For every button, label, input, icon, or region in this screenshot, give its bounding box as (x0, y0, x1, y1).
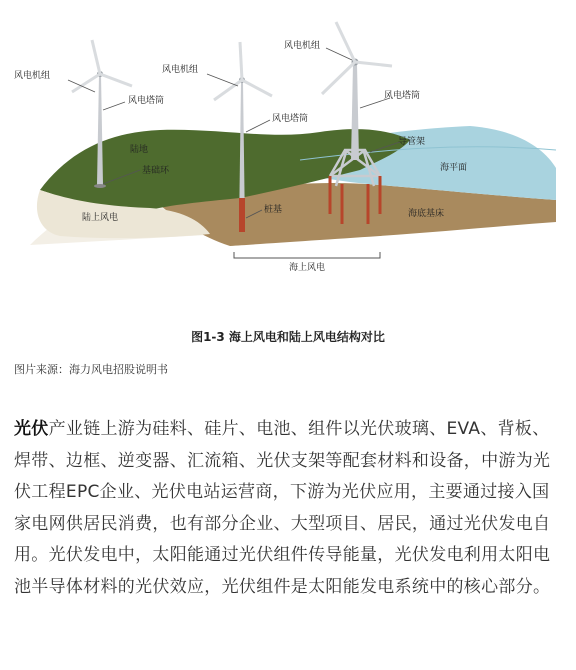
label-seabed: 海底基床 (408, 209, 445, 219)
label-turbine-2: 风电机组 (162, 65, 199, 75)
label-sea-level: 海平面 (440, 163, 468, 173)
label-turbine-3: 风电机组 (284, 41, 321, 51)
figure-caption: 图1-3 海上风电和陆上风电结构对比 (191, 330, 385, 344)
label-turbine-1: 风电机组 (14, 71, 51, 81)
label-tower-2: 风电塔筒 (272, 114, 309, 124)
label-offshore-wind: 海上风电 (289, 263, 326, 273)
label-land: 陆地 (130, 145, 149, 155)
label-foundation-ring: 基础环 (142, 166, 170, 176)
label-tower-1: 风电塔筒 (128, 96, 165, 106)
offshore-bracket (234, 252, 380, 258)
body-paragraph (14, 414, 566, 603)
label-pile: 桩基 (264, 205, 283, 215)
wind-power-structure-figure (0, 0, 576, 300)
label-tower-3: 风电塔筒 (384, 91, 421, 101)
paragraph-lead: 光伏 (14, 419, 49, 439)
figure-source: 图片来源：海力风电招股说明书 (14, 363, 168, 376)
label-jacket: 导管架 (398, 137, 426, 147)
label-onshore-wind: 陆上风电 (82, 213, 119, 223)
paragraph-text: 产业链上游为硅料、硅片、电池、组件以光伏玻璃、EVA、背板、焊带、边框、逆变器、汇流箱、光伏支架等配套材料和设备，中游为光伏工程EPC企业、光伏电站运营商，下游为光伏应用，主要通过接入国家电网供居民消费，也有部分企业、大型项目、居民，通过光伏发电自用。光伏发电中，太阳能通过光伏组件传导能量，光伏发电利用太阳电池半导体材料的光伏效应，光伏组件是太阳能发电系统中的核心部分。 (14, 419, 551, 597)
